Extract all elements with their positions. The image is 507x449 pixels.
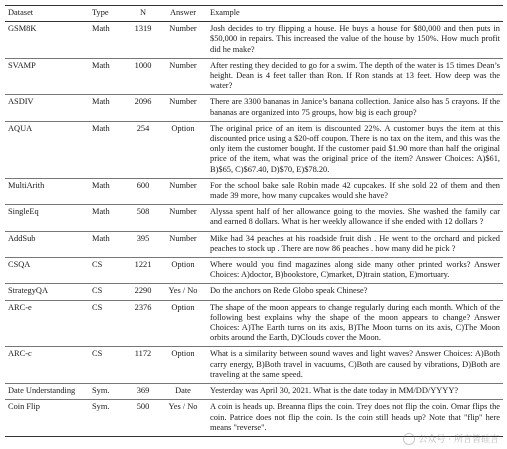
cell-answer: Yes / No: [159, 400, 207, 437]
cell-answer: Yes / No: [159, 284, 207, 300]
cell-dataset: SingleEq: [5, 205, 89, 231]
table-row: [5, 95, 503, 121]
cell-n: 395: [127, 231, 159, 257]
cell-n: 369: [127, 384, 159, 400]
cell-answer: Number: [159, 58, 207, 95]
cell-example: Mike had 34 peaches at his roadside fruit dish . He went to the orchard and picked peaches to stock up . There are now 86 peaches . how many did he pick ?: [207, 231, 503, 257]
cell-n: 2376: [127, 300, 159, 347]
table-row: [5, 22, 503, 59]
cell-answer: Number: [159, 231, 207, 257]
cell-answer: Number: [159, 178, 207, 204]
cell-answer: Option: [159, 300, 207, 347]
cell-dataset: StrategyQA: [5, 284, 89, 300]
cell-type: Math: [89, 121, 127, 178]
cell-example: Where would you find magazines along side many other printed works? Answer Choices: A)doctor, B)bookstore, C)market, D)train station, E)mortuary.: [207, 258, 503, 284]
table-row: [5, 284, 503, 300]
cell-dataset: GSM8K: [5, 22, 89, 59]
header-type: Type: [89, 6, 127, 22]
cell-type: CS: [89, 258, 127, 284]
cell-example: What is a similarity between sound waves and light waves? Answer Choices: A)Both carry energy, B)Both travel in vacuums, C)Both are caused by vibrations, D)Both are traveling at the same speed.: [207, 347, 503, 384]
table-row: [5, 205, 503, 231]
cell-n: 1319: [127, 22, 159, 59]
cell-n: 2290: [127, 284, 159, 300]
cell-n: 500: [127, 400, 159, 437]
cell-n: 600: [127, 178, 159, 204]
dataset-table: [5, 5, 503, 437]
cell-type: Math: [89, 58, 127, 95]
cell-answer: Date: [159, 384, 207, 400]
table-row: [5, 231, 503, 257]
cell-n: 2096: [127, 95, 159, 121]
table-row: [5, 178, 503, 204]
cell-example: Alyssa spent half of her allowance going to the movies. She washed the family car and earned 8 dollars. What is her weekly allowance if she ended with 12 dollars ?: [207, 205, 503, 231]
cell-answer: Number: [159, 205, 207, 231]
cell-dataset: AQUA: [5, 121, 89, 178]
table-header: [5, 6, 503, 22]
wechat-icon: [403, 433, 415, 445]
cell-dataset: ARC-c: [5, 347, 89, 384]
cell-dataset: ARC-e: [5, 300, 89, 347]
header-dataset: Dataset: [5, 6, 89, 22]
header-answer: Answer: [159, 6, 207, 22]
watermark-text: 公众号 · 所言皆硅言: [418, 435, 499, 445]
table-row: [5, 384, 503, 400]
cell-dataset: ASDIV: [5, 95, 89, 121]
cell-n: 508: [127, 205, 159, 231]
cell-dataset: MultiArith: [5, 178, 89, 204]
cell-dataset: AddSub: [5, 231, 89, 257]
table-row: [5, 400, 503, 437]
cell-dataset: SVAMP: [5, 58, 89, 95]
cell-answer: Option: [159, 121, 207, 178]
cell-n: 254: [127, 121, 159, 178]
cell-n: 1000: [127, 58, 159, 95]
cell-type: Math: [89, 95, 127, 121]
cell-example: A coin is heads up. Breanna flips the coin. Trey does not flip the coin. Omar flips the coin. Patrice does not flip the coin. Is the coin still heads up? Note that "flip" here means "reverse".: [207, 400, 503, 437]
cell-example: The original price of an item is discounted 22%. A customer buys the item at this discounted price using a $20-off coupon. There is no tax on the item, and this was the only item the customer bought. If the customer paid $1.90 more than half the original price of the item, what was the original price of the item? Answer Choices: A)$61, B)$65, C)$67.40, D)$70, E)$78.20.: [207, 121, 503, 178]
cell-answer: Number: [159, 22, 207, 59]
cell-n: 1221: [127, 258, 159, 284]
cell-example: Josh decides to try flipping a house. He buys a house for $80,000 and then puts in $50,000 in repairs. This increased the value of the house by 150%. How much profit did he make?: [207, 22, 503, 59]
header-example: Example: [207, 6, 503, 22]
cell-type: CS: [89, 284, 127, 300]
header-n: N: [127, 6, 159, 22]
cell-type: Math: [89, 231, 127, 257]
cell-example: After resting they decided to go for a swim. The depth of the water is 15 times Dean’s height. Dean is 4 feet taller than Ron. If Ron stands at 13 feet. How deep was the water?: [207, 58, 503, 95]
cell-type: Math: [89, 178, 127, 204]
cell-type: Sym.: [89, 400, 127, 437]
cell-type: CS: [89, 300, 127, 347]
table-row: [5, 300, 503, 347]
table-row: [5, 258, 503, 284]
cell-type: Sym.: [89, 384, 127, 400]
table-body: [5, 22, 503, 437]
cell-type: Math: [89, 22, 127, 59]
cell-dataset: Coin Flip: [5, 400, 89, 437]
cell-dataset: Date Understanding: [5, 384, 89, 400]
cell-answer: Option: [159, 347, 207, 384]
table-row: [5, 121, 503, 178]
cell-example: Do the anchors on Rede Globo speak Chinese?: [207, 284, 503, 300]
cell-example: The shape of the moon appears to change regularly during each month. Which of the following best explains why the shape of the moon appears to change? Answer Choices: A)The Earth turns on its axis, B)The Moon turns on its axis, C)The Moon orbits around the Earth, D)Clouds cover the Moon.: [207, 300, 503, 347]
cell-answer: Number: [159, 95, 207, 121]
cell-n: 1172: [127, 347, 159, 384]
cell-answer: Option: [159, 258, 207, 284]
table-row: [5, 58, 503, 95]
cell-example: There are 3300 bananas in Janice’s banana collection. Janice also has 5 crayons. If the bananas are organized into 75 groups, how big is each group?: [207, 95, 503, 121]
table-row: [5, 347, 503, 384]
cell-example: Yesterday was April 30, 2021. What is the date today in MM/DD/YYYY?: [207, 384, 503, 400]
watermark: [403, 432, 499, 445]
header-row: [5, 6, 503, 22]
cell-dataset: CSQA: [5, 258, 89, 284]
cell-example: For the school bake sale Robin made 42 cupcakes. If she sold 22 of them and then made 39 more, how many cupcakes would she have?: [207, 178, 503, 204]
cell-type: CS: [89, 347, 127, 384]
cell-type: Math: [89, 205, 127, 231]
